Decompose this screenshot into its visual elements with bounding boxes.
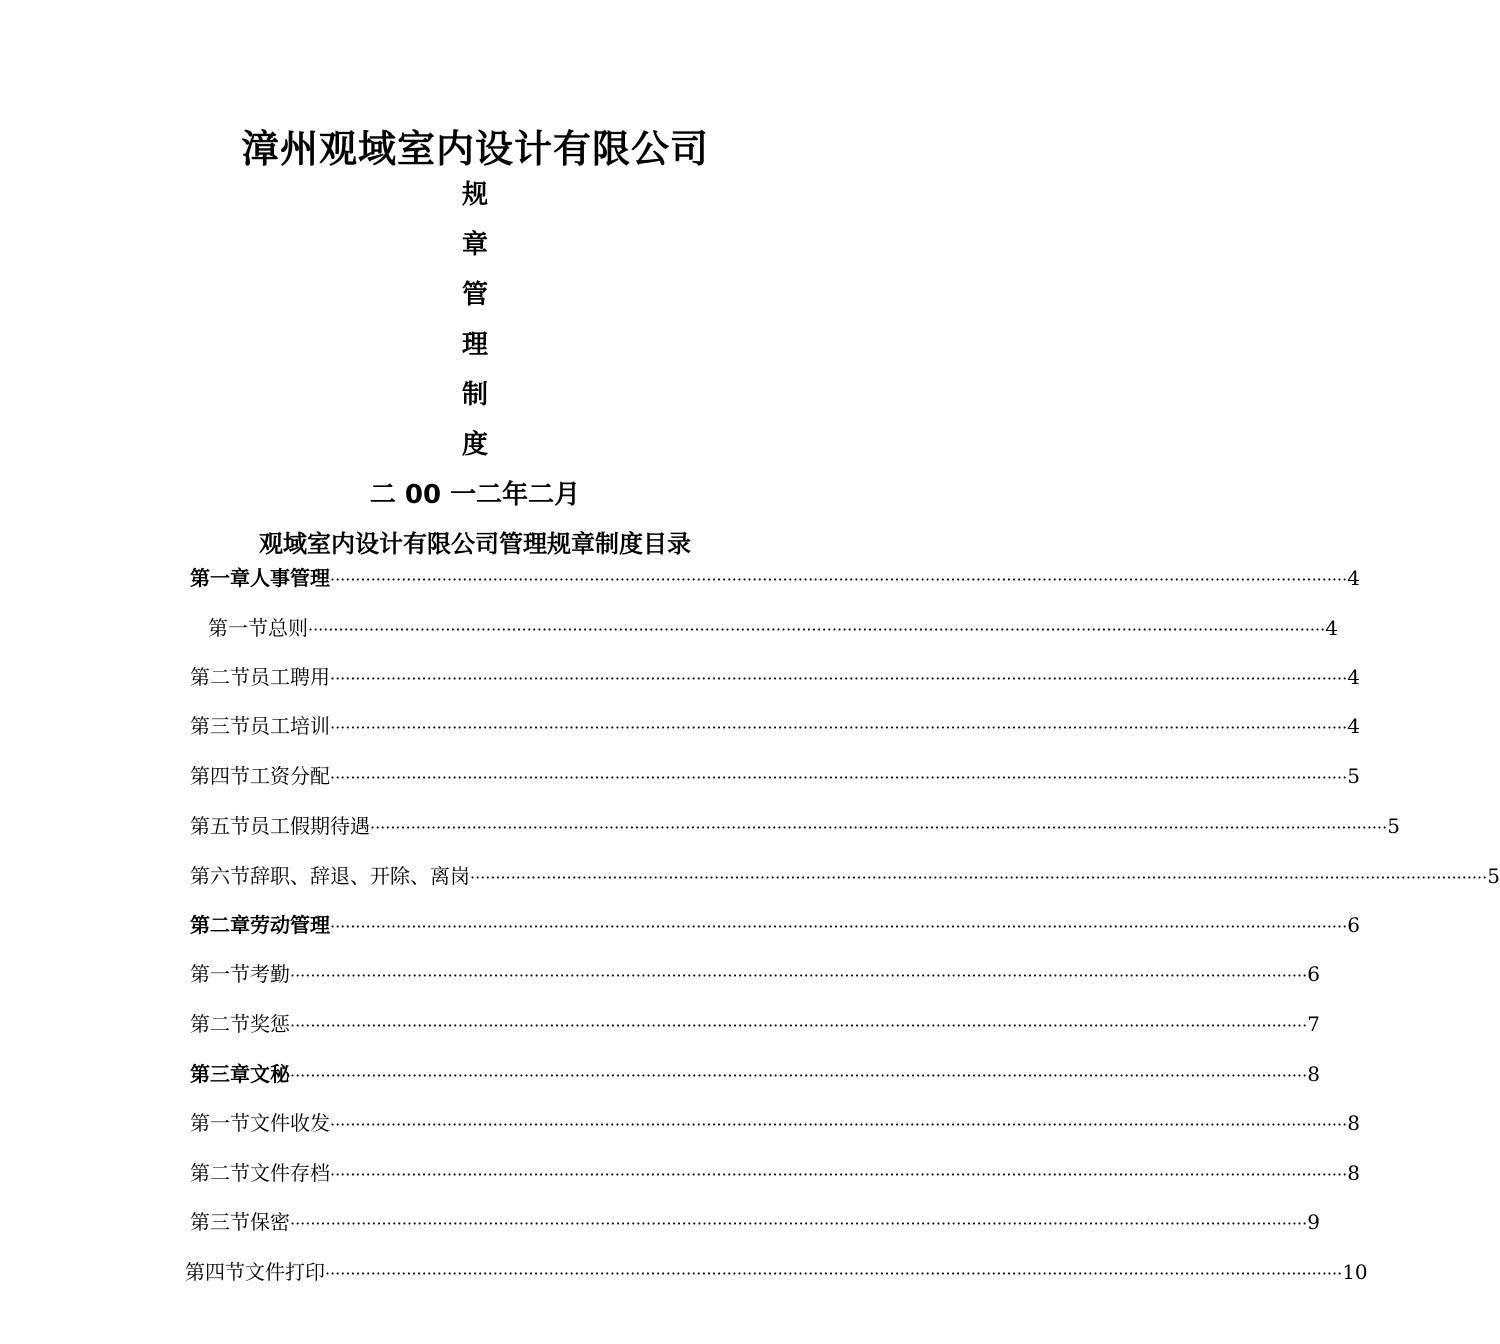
vertical-title-char: 度 — [461, 430, 488, 460]
toc-page-number: 10 — [1342, 1260, 1368, 1284]
toc-page-number: 5 — [1347, 764, 1360, 788]
toc-page-number: 8 — [1307, 1062, 1320, 1086]
toc-leader-dots: ········································································································································································································ — [330, 718, 1348, 737]
toc-leader-dots: ········································································································································································································ — [290, 1016, 1308, 1035]
vertical-title-char: 规 — [461, 180, 488, 210]
toc-page-number: 7 — [1307, 1012, 1320, 1036]
toc-title: 观域室内设计有限公司管理规章制度目录 — [259, 530, 691, 558]
toc-page-number: 4 — [1325, 616, 1338, 640]
toc-entry-title: 工资分配 — [250, 764, 330, 788]
toc-label: 第四节 — [190, 764, 250, 788]
toc-label: 第一节 — [190, 962, 250, 986]
vertical-title-char: 章 — [461, 230, 488, 260]
toc-label: 第一节 — [190, 1111, 250, 1135]
toc-row — [190, 1010, 1320, 1038]
toc-row — [190, 712, 1360, 740]
toc-row — [185, 1258, 1368, 1286]
toc-label: 第五节 — [190, 814, 250, 838]
toc-entry-title: 员工培训 — [250, 714, 330, 738]
toc-page-number: 6 — [1347, 913, 1360, 937]
toc-leader-dots: ········································································································································································································ — [330, 917, 1348, 936]
toc-leader-dots: ········································································································································································································ — [330, 1115, 1348, 1134]
company-name: 漳州观域室内设计有限公司 — [240, 127, 709, 171]
toc-row — [190, 1109, 1360, 1137]
toc-row — [190, 564, 1360, 592]
toc-label: 第二节 — [190, 1012, 250, 1036]
toc-entry-title: 总则 — [268, 616, 308, 640]
toc-row — [190, 1159, 1360, 1187]
toc-label: 第三节 — [190, 1210, 250, 1234]
toc-label: 第二节 — [190, 1161, 250, 1185]
toc-entry-title: 保密 — [250, 1210, 290, 1234]
toc-entry-title: 人事管理 — [250, 566, 330, 590]
toc-row — [190, 762, 1360, 790]
toc-entry-title: 考勤 — [250, 962, 290, 986]
toc-leader-dots: ········································································································································································································ — [290, 1214, 1308, 1233]
toc-page-number: 4 — [1347, 665, 1360, 689]
document-date: 二 00 一二年二月 — [369, 480, 581, 510]
toc-label: 第三章 — [190, 1062, 250, 1086]
toc-row — [190, 960, 1320, 988]
toc-entry-title: 劳动管理 — [250, 913, 330, 937]
toc-entry-title: 文秘 — [250, 1062, 290, 1086]
toc-label: 第四节 — [185, 1260, 245, 1284]
toc-row — [208, 614, 1338, 642]
vertical-title-char: 管 — [461, 280, 488, 310]
toc-label: 第一章 — [190, 566, 250, 590]
toc-page-number: 8 — [1347, 1161, 1360, 1185]
toc-entry-title: 文件存档 — [250, 1161, 330, 1185]
toc-label: 第一节 — [208, 616, 268, 640]
toc-row — [190, 812, 1400, 840]
toc-leader-dots: ········································································································································································································ — [325, 1264, 1343, 1283]
toc-page-number: 9 — [1307, 1210, 1320, 1234]
toc-label: 第六节 — [190, 864, 250, 888]
toc-leader-dots: ········································································································································································································ — [330, 768, 1348, 787]
toc-page-number: 5 — [1487, 864, 1500, 888]
toc-leader-dots: ········································································································································································································ — [470, 868, 1488, 887]
toc-page-number: 6 — [1307, 962, 1320, 986]
toc-row — [190, 1060, 1320, 1088]
vertical-title-char: 制 — [461, 380, 488, 410]
toc-leader-dots: ········································································································································································································ — [308, 620, 1326, 639]
toc-label: 第二章 — [190, 913, 250, 937]
toc-entry-title: 文件收发 — [250, 1111, 330, 1135]
toc-page-number: 4 — [1347, 566, 1360, 590]
toc-leader-dots: ········································································································································································································ — [290, 1066, 1308, 1085]
toc-entry-title: 奖惩 — [250, 1012, 290, 1036]
toc-label: 第三节 — [190, 714, 250, 738]
toc-page-number: 4 — [1347, 714, 1360, 738]
toc-row — [190, 1208, 1320, 1236]
toc-label: 第二节 — [190, 665, 250, 689]
toc-entry-title: 员工假期待遇 — [250, 814, 370, 838]
toc-row — [190, 862, 1500, 890]
toc-row — [190, 911, 1360, 939]
vertical-title-char: 理 — [461, 330, 488, 360]
toc-leader-dots: ········································································································································································································ — [330, 570, 1348, 589]
toc-leader-dots: ········································································································································································································ — [330, 1165, 1348, 1184]
toc-entry-title: 员工聘用 — [250, 665, 330, 689]
toc-leader-dots: ········································································································································································································ — [330, 669, 1348, 688]
toc-leader-dots: ········································································································································································································ — [370, 818, 1388, 837]
toc-entry-title: 文件打印 — [245, 1260, 325, 1284]
toc-leader-dots: ········································································································································································································ — [290, 966, 1308, 985]
toc-page-number: 8 — [1347, 1111, 1360, 1135]
toc-entry-title: 辞职、辞退、开除、离岗 — [250, 864, 470, 888]
toc-row — [190, 663, 1360, 691]
toc-page-number: 5 — [1387, 814, 1400, 838]
